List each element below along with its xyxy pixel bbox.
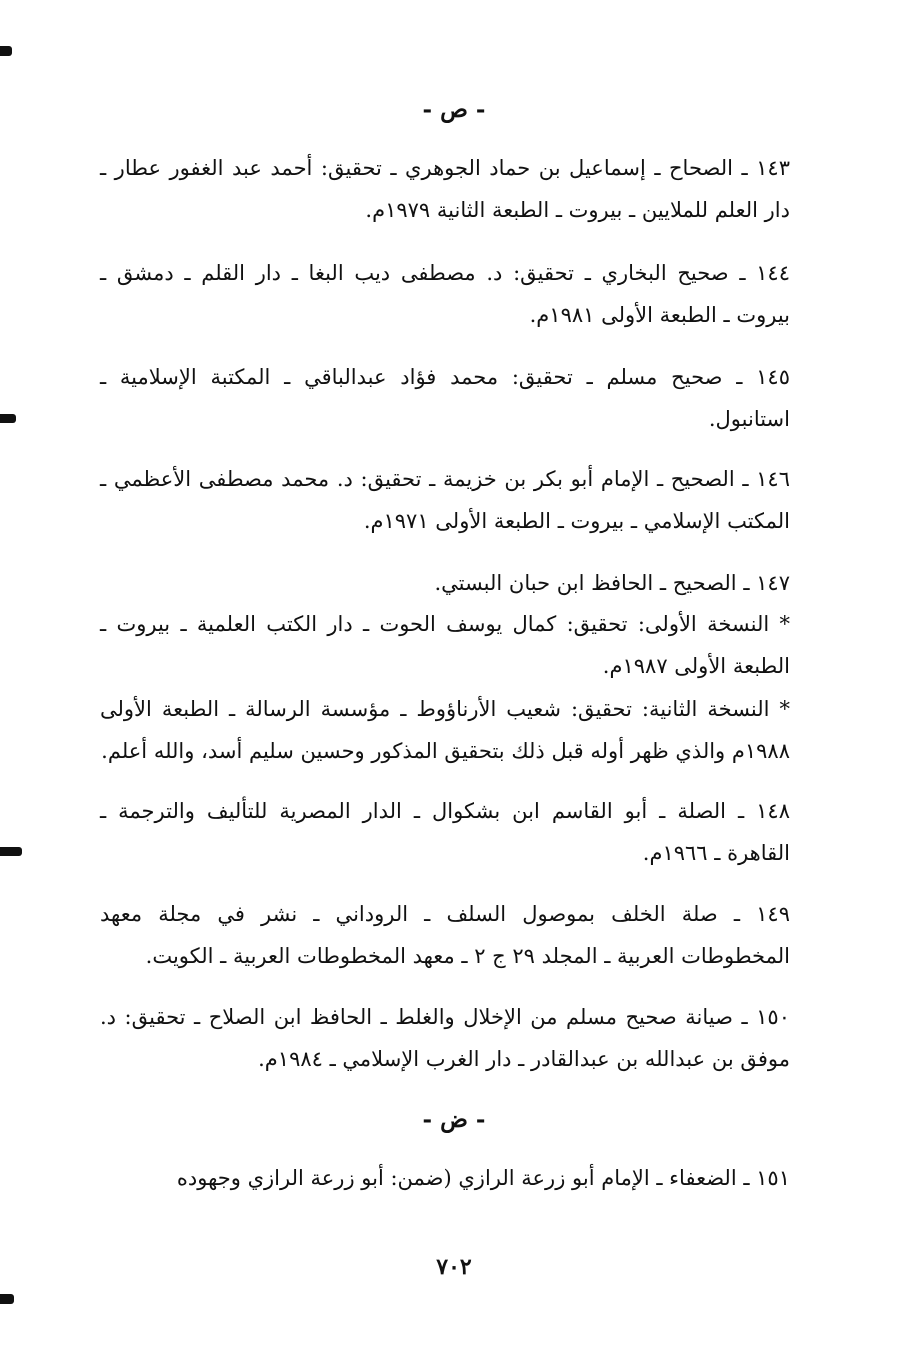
scan-mark [0,46,12,56]
bibliography-entry-147 [100,562,790,604]
entry-text: ١٤٣ ـ الصحاح ـ إسماعيل بن حماد الجوهري ـ تحقيق: أحمد عبد الغفور عطار ـ دار العلم للملايين ـ بيروت ـ الطبعة الثانية ١٩٧٩م. [100,156,790,222]
entry-text: ١٤٤ ـ صحيح البخاري ـ تحقيق: د. مصطفى ديب البغا ـ دار القلم ـ دمشق ـ بيروت ـ الطبعة الأولى ١٩٨١م. [100,261,790,327]
entry-text: ١٤٥ ـ صحيح مسلم ـ تحقيق: محمد فؤاد عبدالباقي ـ المكتبة الإسلامية ـ استانبول. [100,365,790,431]
entry-text: ١٤٦ ـ الصحيح ـ الإمام أبو بكر بن خزيمة ـ تحقيق: د. محمد مصطفى الأعظمي ـ المكتب الإسلامي ـ بيروت ـ الطبعة الأولى ١٩٧١م. [100,467,790,533]
bibliography-entry-148 [100,790,790,874]
entry-text: ١٤٩ ـ صلة الخلف بموصول السلف ـ الروداني ـ نشر في مجلة معهد المخطوطات العربية ـ المجلد ٢٩ ج ٢ ـ معهد المخطوطات العربية ـ الكويت. [100,902,790,968]
entry-text: ١٥٠ ـ صيانة صحيح مسلم من الإخلال والغلط ـ الحافظ ابن الصلاح ـ تحقيق: د. موفق بن عبدالله بن عبدالقادر ـ دار الغرب الإسلامي ـ ١٩٨٤م. [100,1005,790,1071]
section-heading-sad: - ص - [422,96,486,123]
scan-mark [0,414,16,423]
bibliography-entry-151 [100,1157,790,1199]
scan-mark [0,847,22,856]
scan-mark [0,1294,14,1304]
entry-text: * النسخة الأولى: تحقيق: كمال يوسف الحوت ـ دار الكتب العلمية ـ بيروت ـ الطبعة الأولى ١٩٨٧م. [100,612,790,678]
bibliography-entry-145 [100,356,790,440]
entry-text: ١٤٨ ـ الصلة ـ أبو القاسم ابن بشكوال ـ الدار المصرية للتأليف والترجمة ـ القاهرة ـ ١٩٦٦م. [100,799,790,865]
bibliography-entry-149 [100,893,790,977]
bibliography-entry-143 [100,147,790,231]
section-heading-dad: - ض - [422,1106,486,1133]
bibliography-subentry-second-copy [100,688,790,772]
bibliography-subentry-first-copy [100,603,790,687]
bibliography-entry-150 [100,996,790,1080]
page-number: ٧٠٢ [436,1254,472,1280]
bibliography-entry-144 [100,252,790,336]
entry-text: ١٤٧ ـ الصحيح ـ الحافظ ابن حبان البستي. [434,571,790,595]
entry-text: * النسخة الثانية: تحقيق: شعيب الأرناؤوط ـ مؤسسة الرسالة ـ الطبعة الأولى ١٩٨٨م والذي ظهر أوله قبل ذلك بتحقيق المذكور وحسين سليم أسد، والله أعلم. [100,697,790,763]
entry-text: ١٥١ ـ الضعفاء ـ الإمام أبو زرعة الرازي (ضمن: أبو زرعة الرازي وجهوده [176,1166,790,1190]
bibliography-entry-146 [100,458,790,542]
